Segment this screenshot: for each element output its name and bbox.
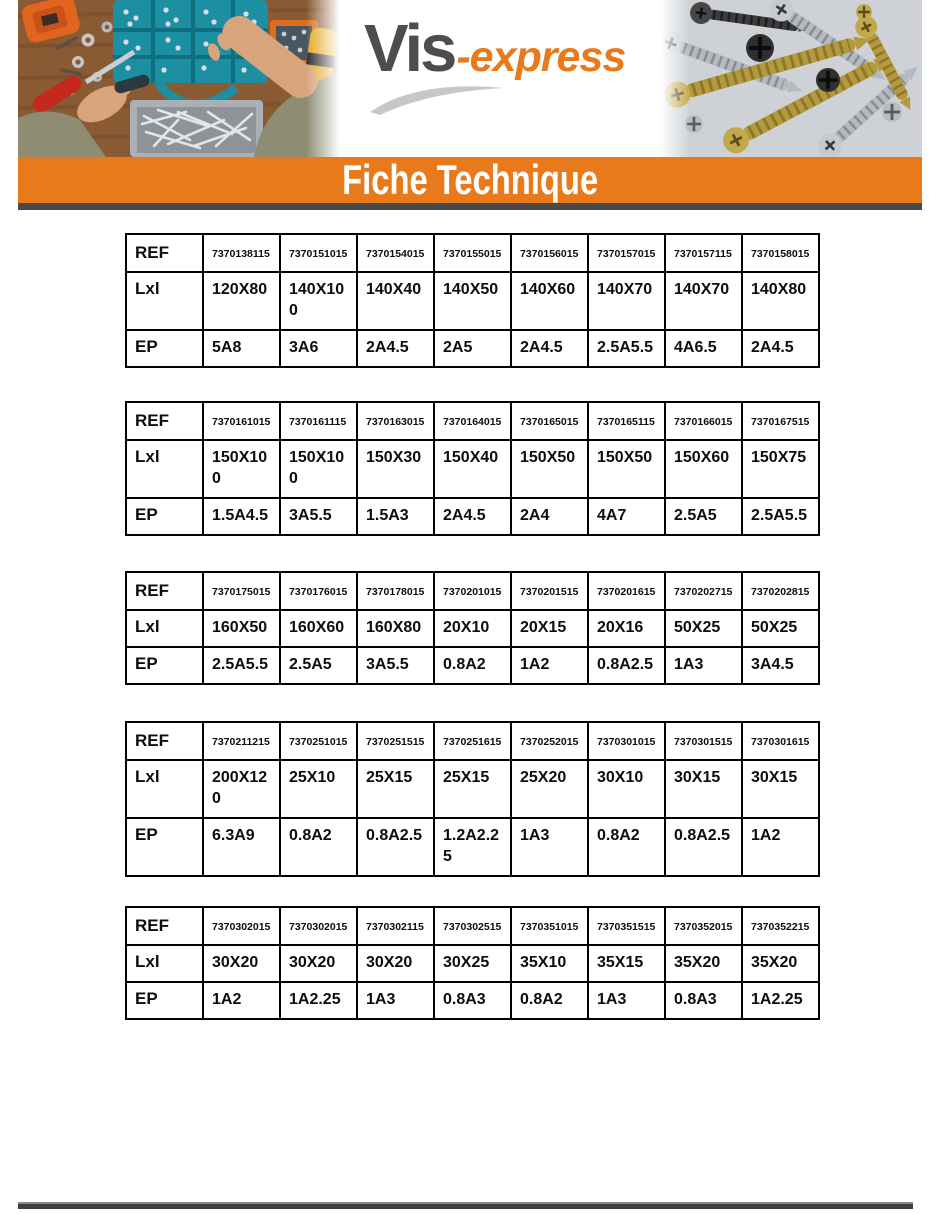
lxl-cell: 150X50 [511, 440, 588, 498]
lxl-cell: 150X40 [434, 440, 511, 498]
row-label-ref: REF [126, 722, 203, 760]
lxl-cell: 20X15 [511, 610, 588, 647]
lxl-cell: 150X50 [588, 440, 665, 498]
ref-cell: 7370167515 [742, 402, 819, 440]
logo-text-vis: Vis [364, 11, 455, 86]
table-row-lxl [126, 610, 819, 647]
lxl-cell: 150X30 [357, 440, 434, 498]
page-title: Fiche Technique [341, 156, 599, 203]
ep-cell: 0.8A2 [434, 647, 511, 684]
ep-cell: 2A4.5 [511, 330, 588, 367]
ep-cell: 1A3 [357, 982, 434, 1019]
lxl-cell: 150X60 [665, 440, 742, 498]
banner [18, 157, 922, 203]
ref-cell: 7370301615 [742, 722, 819, 760]
table-row-lxl [126, 440, 819, 498]
ep-cell: 4A6.5 [665, 330, 742, 367]
lxl-cell: 140X70 [665, 272, 742, 330]
table-row-ref [126, 722, 819, 760]
lxl-cell: 160X60 [280, 610, 357, 647]
row-label-ep: EP [126, 982, 203, 1019]
workbench-illustration [18, 0, 340, 157]
ep-cell: 0.8A2.5 [588, 647, 665, 684]
ref-cell: 7370301015 [588, 722, 665, 760]
lxl-cell: 20X10 [434, 610, 511, 647]
row-label-lxl: Lxl [126, 610, 203, 647]
ep-cell: 0.8A3 [665, 982, 742, 1019]
lxl-cell: 50X25 [742, 610, 819, 647]
ep-cell: 0.8A2.5 [357, 818, 434, 876]
lxl-cell: 30X25 [434, 945, 511, 982]
ep-cell: 2A4.5 [357, 330, 434, 367]
lxl-cell: 25X15 [357, 760, 434, 818]
ref-cell: 7370166015 [665, 402, 742, 440]
footer-bar [18, 1202, 913, 1209]
ep-cell: 3A5.5 [357, 647, 434, 684]
lxl-cell: 25X15 [434, 760, 511, 818]
lxl-cell: 160X50 [203, 610, 280, 647]
lxl-cell: 120X80 [203, 272, 280, 330]
ref-cell: 7370154015 [357, 234, 434, 272]
lxl-cell: 20X16 [588, 610, 665, 647]
row-label-ref: REF [126, 402, 203, 440]
workbench-photo [18, 0, 340, 157]
ep-cell: 0.8A2 [280, 818, 357, 876]
ref-cell: 7370165015 [511, 402, 588, 440]
ref-cell: 7370302515 [434, 907, 511, 945]
ep-cell: 2.5A5 [665, 498, 742, 535]
ep-cell: 3A5.5 [280, 498, 357, 535]
ref-cell: 7370138115 [203, 234, 280, 272]
ep-cell: 2.5A5.5 [203, 647, 280, 684]
row-label-lxl: Lxl [126, 760, 203, 818]
ep-cell: 2A5 [434, 330, 511, 367]
spec-table-4 [125, 721, 820, 877]
lxl-cell: 30X20 [280, 945, 357, 982]
ref-cell: 7370251515 [357, 722, 434, 760]
ep-cell: 1A2.25 [742, 982, 819, 1019]
ep-cell: 6.3A9 [203, 818, 280, 876]
ref-cell: 7370158015 [742, 234, 819, 272]
ref-cell: 7370351515 [588, 907, 665, 945]
row-label-ep: EP [126, 818, 203, 876]
lxl-cell: 150X100 [280, 440, 357, 498]
lxl-cell: 35X20 [742, 945, 819, 982]
ep-cell: 2.5A5.5 [742, 498, 819, 535]
ep-cell: 2.5A5 [280, 647, 357, 684]
lxl-cell: 140X80 [742, 272, 819, 330]
ep-cell: 1.5A3 [357, 498, 434, 535]
ep-cell: 1A2 [511, 647, 588, 684]
ref-cell: 7370176015 [280, 572, 357, 610]
lxl-cell: 140X40 [357, 272, 434, 330]
lxl-cell: 140X100 [280, 272, 357, 330]
row-label-lxl: Lxl [126, 272, 203, 330]
lxl-cell: 35X15 [588, 945, 665, 982]
table-row-ref [126, 402, 819, 440]
lxl-cell: 30X15 [742, 760, 819, 818]
ref-cell: 7370202715 [665, 572, 742, 610]
logo-text-express: -express [456, 33, 626, 81]
lxl-cell: 150X75 [742, 440, 819, 498]
ref-cell: 7370201615 [588, 572, 665, 610]
screw-tray-icon [130, 100, 263, 157]
ep-cell: 0.8A3 [434, 982, 511, 1019]
table-row-ep [126, 647, 819, 684]
lxl-cell: 35X20 [665, 945, 742, 982]
row-label-ref: REF [126, 907, 203, 945]
spec-table-5 [125, 906, 820, 1020]
ep-cell: 1A3 [511, 818, 588, 876]
ep-cell: 5A8 [203, 330, 280, 367]
ep-cell: 0.8A2.5 [665, 818, 742, 876]
ep-cell: 0.8A2 [588, 818, 665, 876]
ep-cell: 1A3 [665, 647, 742, 684]
ref-cell: 7370161015 [203, 402, 280, 440]
ref-cell: 7370301515 [665, 722, 742, 760]
table-row-ep [126, 818, 819, 876]
ref-cell: 7370252015 [511, 722, 588, 760]
table-row-ep [126, 330, 819, 367]
ref-cell: 7370201015 [434, 572, 511, 610]
header [18, 0, 922, 157]
table-row-lxl [126, 272, 819, 330]
ref-cell: 7370157015 [588, 234, 665, 272]
lxl-cell: 50X25 [665, 610, 742, 647]
ep-cell: 2A4.5 [742, 330, 819, 367]
ref-cell: 7370352215 [742, 907, 819, 945]
ep-cell: 4A7 [588, 498, 665, 535]
lxl-cell: 25X10 [280, 760, 357, 818]
ref-cell: 7370175015 [203, 572, 280, 610]
lxl-cell: 140X70 [588, 272, 665, 330]
lxl-cell: 200X120 [203, 760, 280, 818]
ref-cell: 7370211215 [203, 722, 280, 760]
ref-cell: 7370157115 [665, 234, 742, 272]
ep-cell: 2A4.5 [434, 498, 511, 535]
ep-cell: 1.5A4.5 [203, 498, 280, 535]
table-row-ref [126, 234, 819, 272]
table-row-lxl [126, 945, 819, 982]
tables-container [125, 233, 825, 1033]
lxl-cell: 140X50 [434, 272, 511, 330]
ep-cell: 0.8A2 [511, 982, 588, 1019]
lxl-cell: 30X15 [665, 760, 742, 818]
spec-table-1 [125, 233, 820, 368]
ep-cell: 1A2 [742, 818, 819, 876]
table-row-ep [126, 982, 819, 1019]
ref-cell: 7370156015 [511, 234, 588, 272]
row-label-ep: EP [126, 647, 203, 684]
ref-cell: 7370163015 [357, 402, 434, 440]
ref-cell: 7370352015 [665, 907, 742, 945]
ref-cell: 7370351015 [511, 907, 588, 945]
lxl-cell: 30X20 [203, 945, 280, 982]
screw-pile-photo [660, 0, 922, 157]
ref-cell: 7370164015 [434, 402, 511, 440]
lxl-cell: 35X10 [511, 945, 588, 982]
ep-cell: 1A2 [203, 982, 280, 1019]
ref-cell: 7370302015 [280, 907, 357, 945]
ep-cell: 1.2A2.25 [434, 818, 511, 876]
ref-cell: 7370251015 [280, 722, 357, 760]
ref-cell: 7370178015 [357, 572, 434, 610]
spec-table-3 [125, 571, 820, 685]
banner-underline [18, 203, 922, 210]
lxl-cell: 30X20 [357, 945, 434, 982]
table-row-ref [126, 907, 819, 945]
ref-cell: 7370155015 [434, 234, 511, 272]
ep-cell: 3A6 [280, 330, 357, 367]
ep-cell: 1A2.25 [280, 982, 357, 1019]
ref-cell: 7370151015 [280, 234, 357, 272]
ep-cell: 1A3 [588, 982, 665, 1019]
logo-swoosh-icon [366, 76, 508, 116]
spec-table-2 [125, 401, 820, 536]
row-label-ep: EP [126, 330, 203, 367]
ref-cell: 7370251615 [434, 722, 511, 760]
lxl-cell: 25X20 [511, 760, 588, 818]
ep-cell: 2.5A5.5 [588, 330, 665, 367]
lxl-cell: 160X80 [357, 610, 434, 647]
table-row-ep [126, 498, 819, 535]
row-label-ref: REF [126, 234, 203, 272]
table-row-lxl [126, 760, 819, 818]
row-label-ep: EP [126, 498, 203, 535]
ref-cell: 7370201515 [511, 572, 588, 610]
ref-cell: 7370202815 [742, 572, 819, 610]
row-label-ref: REF [126, 572, 203, 610]
logo-area [340, 0, 660, 157]
ref-cell: 7370302015 [203, 907, 280, 945]
screw-pile-illustration [660, 0, 922, 157]
lxl-cell: 30X10 [588, 760, 665, 818]
ref-cell: 7370302115 [357, 907, 434, 945]
ep-cell: 3A4.5 [742, 647, 819, 684]
ref-cell: 7370165115 [588, 402, 665, 440]
ref-cell: 7370161115 [280, 402, 357, 440]
ep-cell: 2A4 [511, 498, 588, 535]
lxl-cell: 140X60 [511, 272, 588, 330]
table-row-ref [126, 572, 819, 610]
lxl-cell: 150X100 [203, 440, 280, 498]
row-label-lxl: Lxl [126, 945, 203, 982]
row-label-lxl: Lxl [126, 440, 203, 498]
